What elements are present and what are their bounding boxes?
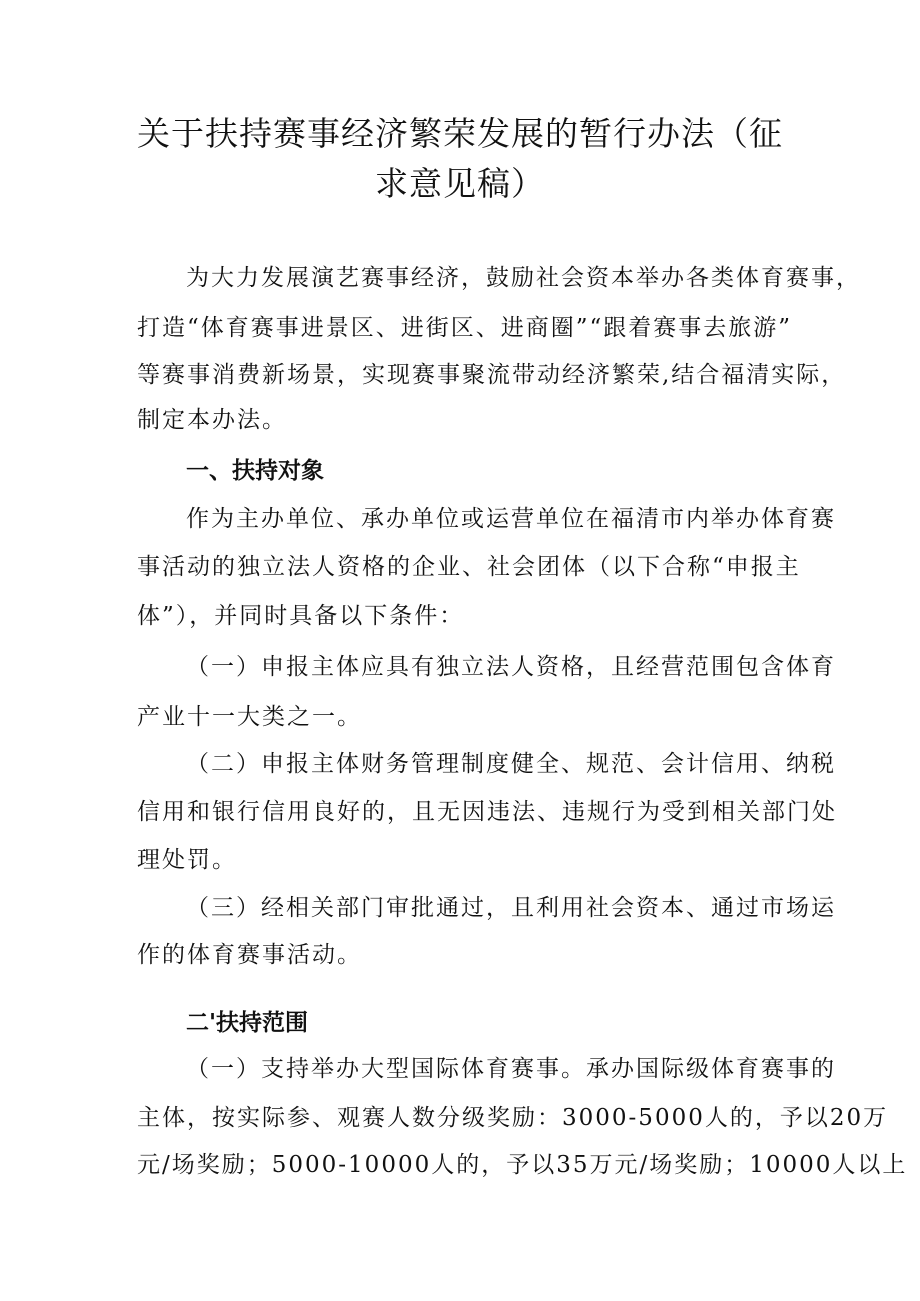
section-2-heading: 二'扶持范围	[186, 1010, 309, 1036]
section-2-line-2: 主体，按实际参、观赛人数分级奖励：3000-5000人的，予以20万	[137, 1105, 889, 1131]
section-2-line-3: 元/场奖励；5000-10000人的，予以35万元/场奖励；10000人以上	[137, 1152, 908, 1178]
document-title-line-1: 关于扶持赛事经济繁荣发展的暂行办法（征	[137, 114, 783, 153]
intro-line-3: 等赛事消费新场景，实现赛事聚流带动经济繁荣,结合福清实际，	[137, 362, 847, 388]
document-title-line-2: 求意见稿）	[375, 164, 545, 203]
section-1-line-2: 事活动的独立法人资格的企业、社会团体（以下合称“申报主	[137, 554, 801, 580]
item-1-line-2: 产业十一大类之一。	[137, 704, 362, 730]
item-1-line-1: （一）申报主体应具有独立法人资格，且经营范围包含体育	[186, 654, 836, 680]
intro-line-1: 为大力发展演艺赛事经济，鼓励社会资本举办各类体育赛事，	[186, 265, 861, 291]
intro-line-4: 制定本办法。	[137, 407, 287, 433]
section-1-line-3: 体”），并同时具备以下条件：	[137, 603, 465, 629]
item-2-line-3: 理处罚。	[137, 847, 237, 873]
item-3-line-2: 作的体育赛事活动。	[137, 942, 362, 968]
item-2-line-2: 信用和银行信用良好的，且无因违法、违规行为受到相关部门处	[137, 799, 837, 825]
item-2-line-1: （二）申报主体财务管理制度健全、规范、会计信用、纳税	[186, 751, 836, 777]
section-1-heading: 一、扶持对象	[186, 458, 324, 484]
item-3-line-1: （三）经相关部门审批通过，且利用社会资本、通过市场运	[186, 895, 836, 921]
section-2-line-1: （一）支持举办大型国际体育赛事。承办国际级体育赛事的	[186, 1056, 836, 1082]
intro-line-2: 打造“体育赛事进景区、进街区、进商圈”“跟着赛事去旅游”	[137, 315, 793, 341]
section-1-line-1: 作为主办单位、承办单位或运营单位在福清市内举办体育赛	[186, 506, 836, 532]
